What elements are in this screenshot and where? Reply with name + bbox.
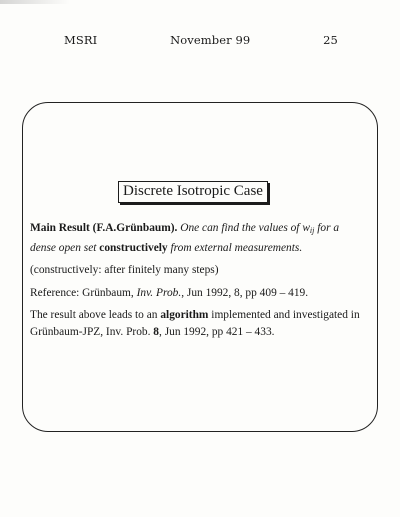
main-result-paragraph	[30, 220, 366, 256]
main-result-text-3: from external measurements.	[170, 241, 303, 254]
main-result-label: Main Result (F.A.Grünbaum).	[30, 222, 178, 234]
result-paragraph	[30, 307, 366, 340]
result-bold: algorithm	[160, 309, 209, 321]
note-paragraph: (constructively: after finitely many steps)	[30, 264, 219, 276]
result-volume: 8	[153, 325, 159, 338]
header-left: MSRI	[64, 33, 98, 47]
scan-artifact	[0, 0, 70, 4]
result-text-1: The result above leads to an	[30, 309, 158, 321]
page-header	[64, 33, 338, 47]
result-text-3: , Jun 1992, pp 421 – 433.	[159, 325, 275, 338]
slide-title: Discrete Isotropic Case	[118, 181, 268, 203]
result-text-2: implemented and investigated in Grünbaum-JPZ, Inv. Prob.	[30, 309, 360, 338]
reference-suffix: , Jun 1992, 8, pp 409 – 419.	[181, 286, 309, 299]
reference-prefix: Reference: Grünbaum,	[30, 286, 134, 299]
main-result-bold: constructively	[99, 241, 168, 254]
reference-journal: Inv. Prob.	[136, 286, 182, 299]
main-result-subscript: ij	[309, 226, 315, 235]
page-number: 25	[323, 33, 338, 47]
main-result-text-1: One can find the values of w	[180, 222, 310, 234]
header-center: November 99	[170, 33, 251, 47]
main-result-text-2: for a dense open set	[30, 222, 340, 254]
slide-body	[30, 220, 366, 346]
reference-paragraph	[30, 285, 366, 302]
